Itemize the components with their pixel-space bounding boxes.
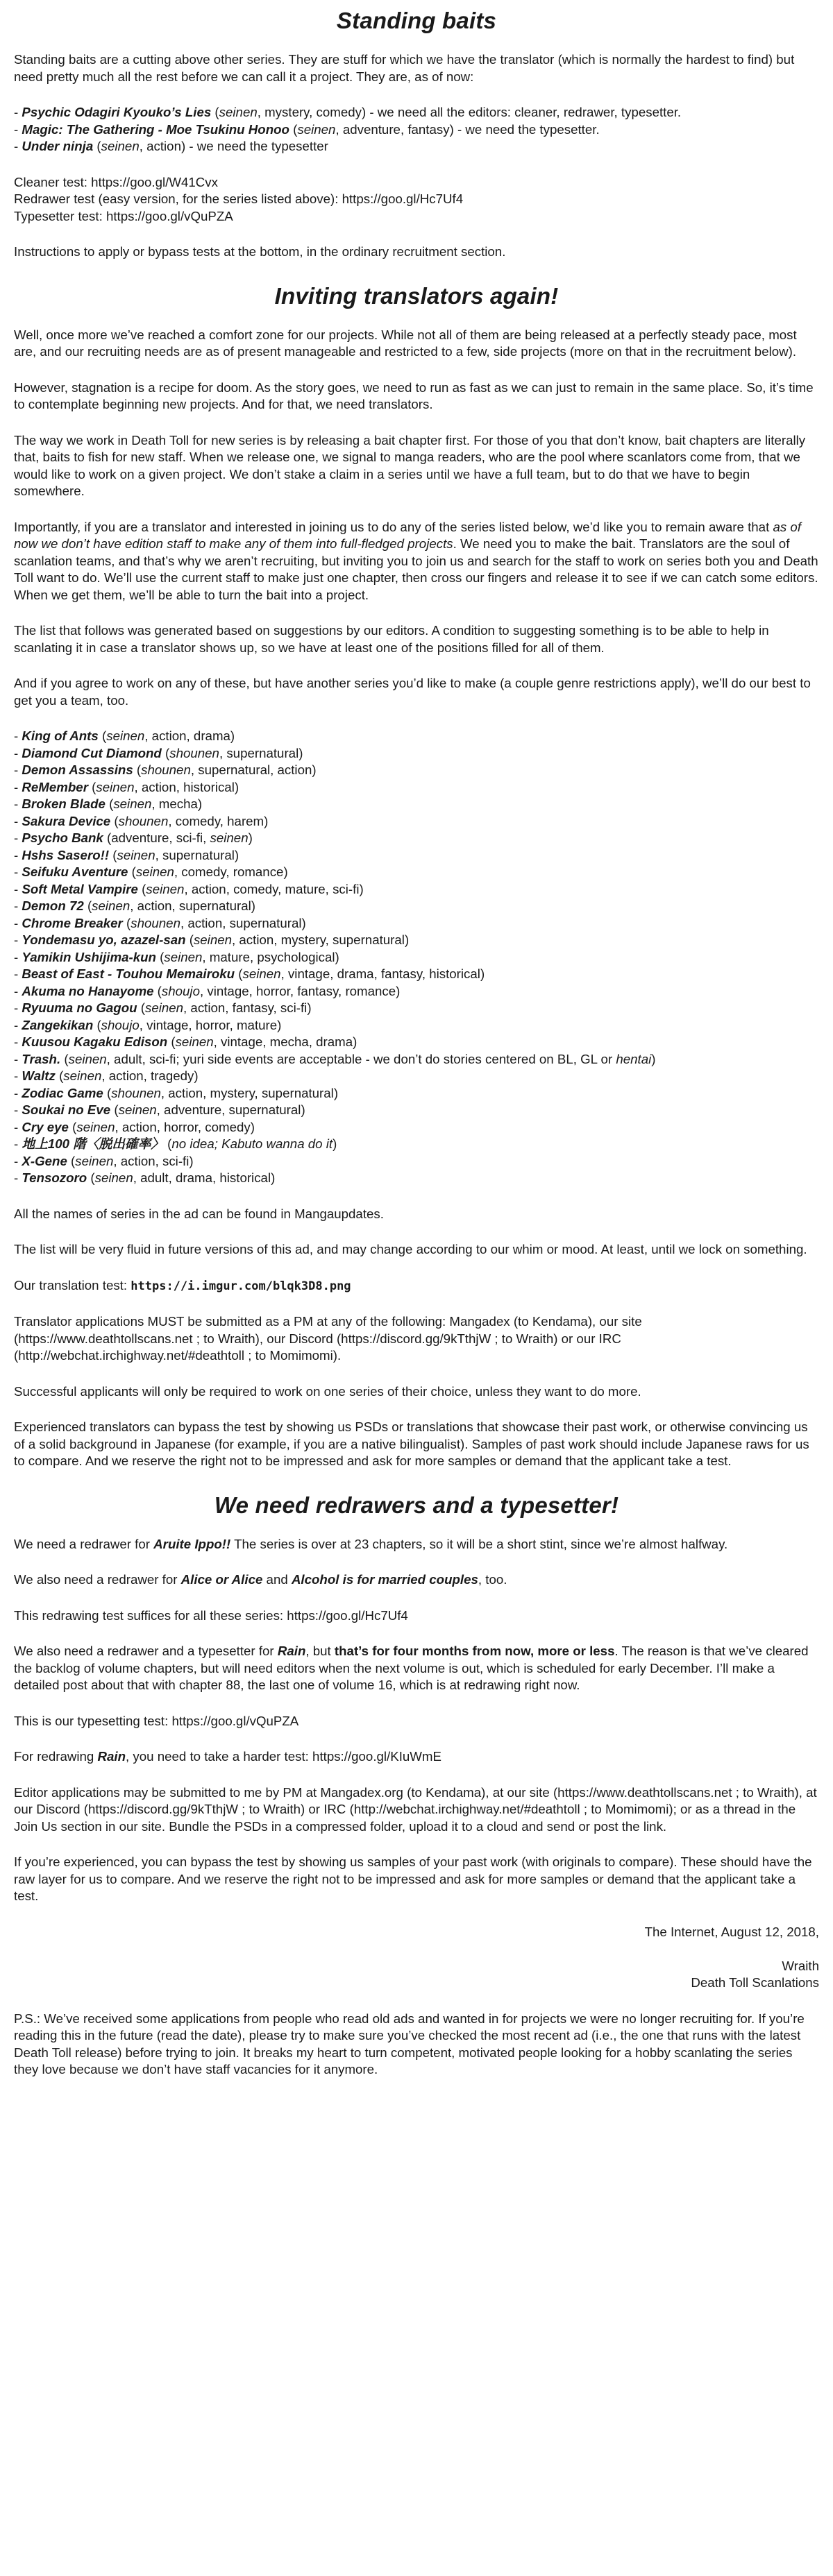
list-bullet: - bbox=[14, 1000, 22, 1015]
signature-date: The Internet, August 12, 2018, bbox=[644, 1924, 819, 1939]
series-list-item bbox=[14, 915, 819, 932]
list-bullet: - bbox=[14, 745, 22, 760]
genre-italic: shoujo bbox=[161, 983, 200, 998]
series-list-item bbox=[14, 1034, 819, 1051]
genre-text: , vintage, drama, fantasy, historical) bbox=[280, 966, 485, 981]
series-list-item bbox=[14, 830, 819, 847]
genre-text: , action, mystery, supernatural) bbox=[160, 1085, 339, 1100]
genre-text: ) bbox=[333, 1136, 337, 1151]
text-run: For redrawing bbox=[14, 1749, 98, 1764]
text-run: We need a redrawer for bbox=[14, 1536, 154, 1551]
series-title: Psychic Odagiri Kyouko’s Lies bbox=[22, 105, 212, 119]
genre-italic: hentai bbox=[616, 1051, 652, 1066]
genre-text: , action, supernatural) bbox=[130, 898, 255, 913]
translation-test-label: Our translation test: bbox=[14, 1277, 131, 1293]
text-run: and bbox=[262, 1572, 292, 1587]
text-run: We also need a redrawer for bbox=[14, 1572, 181, 1587]
text-run: ( bbox=[110, 813, 119, 828]
instructions-note: Instructions to apply or bypass tests at the bottom, in the ordinary recruitment section. bbox=[14, 244, 506, 259]
standing-baits-list bbox=[14, 104, 819, 155]
editors-paragraph-6 bbox=[14, 1748, 819, 1766]
test-link-line: Redrawer test (easy version, for the series listed above): https://goo.gl/Hc7Uf4 bbox=[14, 191, 464, 206]
series-list-item bbox=[14, 949, 819, 966]
genre-text: , comedy, harem) bbox=[168, 813, 269, 828]
series-title: Ryuuma no Gagou bbox=[22, 1000, 137, 1015]
series-list-item bbox=[14, 864, 819, 881]
series-list-item bbox=[14, 1051, 819, 1068]
series-list-item bbox=[14, 1170, 819, 1187]
genre-text: , supernatural) bbox=[219, 745, 303, 760]
translators-paragraph-2: However, stagnation is a recipe for doom. As the story goes, we need to run as fast as we can just to remain in the same place. So, it’s time to contemplate beginning new projects. And for that, we need translators. bbox=[14, 379, 814, 411]
genre-text: , action, tragedy) bbox=[101, 1068, 199, 1083]
list-item bbox=[14, 104, 819, 121]
text-run: , you need to take a harder test: https://goo.gl/KIuWmE bbox=[125, 1749, 441, 1764]
series-title: ReMember bbox=[22, 779, 88, 794]
genre-italic: seinen bbox=[113, 796, 152, 811]
section-title-inviting-translators: Inviting translators again! bbox=[274, 282, 559, 309]
series-title: Zangekikan bbox=[22, 1017, 94, 1032]
series-title: Trash. bbox=[22, 1051, 61, 1066]
text-run: ( bbox=[163, 1136, 172, 1151]
genre-text: , vintage, mecha, drama) bbox=[213, 1034, 357, 1049]
text-run: ( bbox=[235, 966, 243, 981]
genre-text: , action, fantasy, sci-fi) bbox=[183, 1000, 312, 1015]
list-bullet: - bbox=[14, 864, 22, 879]
list-bullet: - bbox=[14, 830, 22, 845]
genre-italic: seinen bbox=[118, 1102, 157, 1117]
text-run: Importantly, if you are a translator and interested in joining us to do any of the series listed below, we’d like you to remain aware that bbox=[14, 519, 773, 534]
genre-text: , comedy, romance) bbox=[174, 864, 288, 879]
text-run: ( bbox=[93, 1017, 101, 1032]
series-list-item bbox=[14, 1119, 819, 1136]
list-bullet: - bbox=[14, 966, 22, 981]
text-run: ( bbox=[98, 728, 107, 743]
text-run: ( bbox=[167, 1034, 176, 1049]
genre-italic: seinen bbox=[146, 881, 185, 896]
series-list-item bbox=[14, 1153, 819, 1170]
genre-text: , vintage, horror, fantasy, romance) bbox=[199, 983, 401, 998]
series-list bbox=[14, 728, 819, 1187]
list-bullet: - bbox=[14, 121, 22, 137]
text-run: ( bbox=[87, 1170, 95, 1185]
series-title: Hshs Sasero!! bbox=[22, 847, 110, 862]
standing-baits-intro: Standing baits are a cutting above other series. They are stuff for which we have the translator (which is normally the hardest to find) but need pretty much all the rest before we can call it a project. They are, as of now: bbox=[14, 52, 795, 84]
series-title: Waltz bbox=[22, 1068, 56, 1083]
series-title: Diamond Cut Diamond bbox=[22, 745, 162, 760]
series-list-item bbox=[14, 813, 819, 830]
text-run: ( bbox=[110, 1102, 119, 1117]
genre-text: , vintage, horror, mature) bbox=[139, 1017, 282, 1032]
genre-italic: shounen bbox=[131, 915, 180, 930]
list-bullet: - bbox=[14, 1170, 22, 1185]
list-bullet: - bbox=[14, 1136, 22, 1151]
text-run: . The reason is that we’ve cleared the backlog of volume chapters, but will need editors when the next volume is out, which is scheduled for early December. I’ll make a detailed post about that with chapter 88, the last one of volume 16, which is at redrawing right now. bbox=[14, 1644, 809, 1692]
text-run: ( bbox=[68, 1119, 77, 1134]
series-title: Yamikin Ushijima-kun bbox=[22, 949, 156, 964]
series-list-item bbox=[14, 762, 819, 779]
genre-italic: seinen bbox=[175, 1034, 214, 1049]
text-run: ( bbox=[109, 847, 117, 862]
list-bullet: - bbox=[14, 932, 22, 947]
editors-paragraph-2 bbox=[14, 1571, 819, 1589]
list-item bbox=[14, 138, 819, 155]
series-title: Soft Metal Vampire bbox=[22, 881, 138, 896]
genre-italic: seinen bbox=[210, 830, 249, 845]
genre-italic: seinen bbox=[92, 898, 131, 913]
list-bullet: - bbox=[14, 1085, 22, 1100]
genre-text: , action) bbox=[139, 139, 186, 153]
list-bullet: - bbox=[14, 1153, 22, 1168]
text-run: ( bbox=[122, 915, 131, 930]
genre-italic: seinen bbox=[94, 1170, 133, 1185]
series-title: Rain bbox=[277, 1644, 306, 1658]
text-run: ( bbox=[93, 139, 101, 153]
section-title-standing-baits: Standing baits bbox=[336, 8, 497, 33]
text-run: The series is over at 23 chapters, so it will be a short stint, since we’re almost halfway. bbox=[230, 1536, 728, 1551]
genre-text: ) bbox=[651, 1051, 656, 1066]
series-title: King of Ants bbox=[22, 728, 99, 743]
series-title: X-Gene bbox=[22, 1153, 67, 1168]
genre-italic: seinen bbox=[63, 1068, 102, 1083]
text-run: ( bbox=[153, 983, 162, 998]
genre-text: , supernatural, action) bbox=[190, 762, 317, 777]
genre-italic: seinen bbox=[76, 1119, 115, 1134]
signature bbox=[14, 1924, 819, 1992]
genre-italic: seinen bbox=[75, 1153, 114, 1168]
editors-paragraph-3: This redrawing test suffices for all these series: https://goo.gl/Hc7Uf4 bbox=[14, 1607, 408, 1623]
series-list-item bbox=[14, 1102, 819, 1119]
list-bullet: - bbox=[14, 881, 22, 896]
text-run: ( bbox=[103, 830, 112, 845]
text-run: ( bbox=[185, 932, 194, 947]
genre-italic: shounen bbox=[169, 745, 219, 760]
editors-paragraph-4 bbox=[14, 1643, 819, 1694]
genre-italic: shounen bbox=[118, 813, 169, 828]
series-list-item bbox=[14, 983, 819, 1000]
genre-text: , adventure, fantasy) bbox=[335, 121, 454, 137]
series-list-item bbox=[14, 1068, 819, 1085]
genre-italic: seinen bbox=[106, 728, 145, 743]
genre-text: , action, horror, comedy) bbox=[115, 1119, 255, 1134]
list-bullet: - bbox=[14, 915, 22, 930]
series-title: Rain bbox=[97, 1749, 126, 1764]
genre-italic: shounen bbox=[141, 762, 191, 777]
genre-text: , mecha) bbox=[151, 796, 203, 811]
genre-text: , adult, drama, historical) bbox=[133, 1170, 276, 1185]
genre-italic: seinen bbox=[297, 121, 336, 137]
series-title: Aruite Ippo!! bbox=[153, 1536, 231, 1551]
editors-paragraph-7: Editor applications may be submitted to me by PM at Mangadex.org (to Kendama), at our site (https://www.deathtollscans.net ; to Wraith), at our Discord (https://discord.gg/9kTthjW ; to Wraith) or IRC (http://webchat.irchighway.net/#deathtoll ; to Momimomi); or as a thread in the Join Us section in our site. Bundle the PSDs in a compressed folder, upload it to a cloud and send or post the link. bbox=[14, 1784, 817, 1834]
standing-baits-tests bbox=[14, 174, 819, 225]
list-bullet: - bbox=[14, 1102, 22, 1117]
translators-paragraph-10: Successful applicants will only be required to work on one series of their choice, unless they want to do more. bbox=[14, 1383, 641, 1399]
series-list-item bbox=[14, 1017, 819, 1034]
series-title: Zodiac Game bbox=[22, 1085, 103, 1100]
genre-italic: seinen bbox=[193, 932, 233, 947]
genre-italic: shoujo bbox=[101, 1017, 140, 1032]
test-link-line: Typesetter test: https://goo.gl/vQuPZA bbox=[14, 208, 233, 223]
genre-text: , action, supernatural) bbox=[180, 915, 306, 930]
list-bullet: - bbox=[14, 1068, 22, 1083]
text-run-italic: as of now we don’t have edition staff to make any of them into full-fledged projects bbox=[14, 519, 801, 551]
series-title: Beast of East - Touhou Memairoku bbox=[22, 966, 235, 981]
genre-text: , supernatural) bbox=[155, 847, 239, 862]
text-run: ( bbox=[83, 898, 92, 913]
translators-paragraph-6: And if you agree to work on any of these, but have another series you’d like to make (a couple genre restrictions apply), we’ll do our best to get you a team, too. bbox=[14, 676, 811, 708]
text-run: . We need you to make the bait. Translators are the soul of scanlation teams, and that’s why we aren’t recruiting, but inviting you to join us and search for the staff to work on series both you and Death Toll want to do. We’ll use the current staff to make just one chapter, then cross our fingers and release it to see if we can catch some editors. When we get them, we’ll be able to turn the bait into a project. bbox=[14, 536, 818, 602]
genre-text: , adventure, supernatural) bbox=[156, 1102, 305, 1117]
series-title: 地上100 階〈脱出確率〉 bbox=[22, 1136, 164, 1151]
series-title: Chrome Breaker bbox=[22, 915, 123, 930]
translators-paragraph-11: Experienced translators can bypass the test by showing us PSDs or translations that showcase their past work, or otherwise convincing us of a solid background in Japanese (for example, if you are a native bilingualist). Samples of past work should include Japanese raws for us to compare. And we reserve the right not to be impressed and ask for more samples or demand that the applicant take a test. bbox=[14, 1419, 809, 1468]
list-item bbox=[14, 121, 819, 139]
editors-paragraph-1 bbox=[14, 1536, 819, 1553]
genre-text: , action, historical) bbox=[134, 779, 239, 794]
text-run: ( bbox=[155, 949, 165, 964]
genre-text: , mature, psychological) bbox=[202, 949, 339, 964]
list-bullet: - bbox=[14, 139, 22, 153]
list-bullet: - bbox=[14, 728, 22, 743]
text-run: ( bbox=[289, 121, 298, 137]
text-run: - we need all the editors: cleaner, redrawer, typesetter. bbox=[366, 105, 682, 119]
text-run: - we need the typesetter bbox=[185, 139, 328, 153]
translators-paragraph-3: The way we work in Death Toll for new series is by releasing a bait chapter first. For those of you that don’t know, bait chapters are literally that, baits to fish for new staff. When we release one, we signal to manga readers, who are the pool where scanlators come from, that we would like to work on a given project. We don’t stake a claim in a series until we have a full team, but to do that we have to begin somewhere. bbox=[14, 432, 806, 498]
genre-italic: shounen bbox=[111, 1085, 161, 1100]
list-bullet: - bbox=[14, 1051, 22, 1066]
text-run: ( bbox=[137, 1000, 145, 1015]
genre-text: , action, comedy, mature, sci-fi) bbox=[184, 881, 364, 896]
text-run: ( bbox=[55, 1068, 64, 1083]
text-run: ( bbox=[103, 1085, 112, 1100]
translators-paragraph-4 bbox=[14, 519, 819, 604]
series-title: Cry eye bbox=[22, 1119, 69, 1134]
genre-italic: seinen bbox=[135, 864, 174, 879]
signature-group: Death Toll Scanlations bbox=[691, 1975, 819, 1990]
text-run: ( bbox=[60, 1051, 69, 1066]
series-title: Seifuku Aventure bbox=[22, 864, 128, 879]
text-run: - we need the typesetter. bbox=[453, 121, 600, 137]
series-list-item bbox=[14, 1000, 819, 1017]
series-title: Alcohol is for married couples bbox=[291, 1572, 478, 1587]
genre-text: , mystery, comedy) bbox=[257, 105, 367, 119]
translators-paragraph-5: The list that follows was generated based on suggestions by our editors. A condition to suggesting something is to be able to help in scanlating it in case a translator shows up, so we have at least one of the positions filled for all of them. bbox=[14, 623, 769, 655]
list-bullet: - bbox=[14, 762, 22, 777]
list-bullet: - bbox=[14, 105, 22, 119]
text-run: ( bbox=[87, 779, 96, 794]
translation-test bbox=[14, 1277, 819, 1295]
genre-italic: seinen bbox=[117, 847, 155, 862]
genre-text: , action, mystery, supernatural) bbox=[232, 932, 410, 947]
series-title: Yondemasu yo, azazel-san bbox=[22, 932, 186, 947]
genre-italic: seinen bbox=[242, 966, 281, 981]
translators-paragraph-8: The list will be very fluid in future versions of this ad, and may change according to our whim or mood. At least, until we lock on something. bbox=[14, 1242, 807, 1256]
series-title: Demon Assassins bbox=[22, 762, 133, 777]
series-list-item bbox=[14, 1085, 819, 1102]
text-run: ( bbox=[105, 796, 114, 811]
series-list-item bbox=[14, 966, 819, 983]
text-run: ( bbox=[128, 864, 136, 879]
list-bullet: - bbox=[14, 796, 22, 811]
series-title: Magic: The Gathering - Moe Tsukinu Honoo bbox=[22, 121, 289, 137]
series-list-item bbox=[14, 779, 819, 796]
genre-text: , action, drama) bbox=[144, 728, 235, 743]
text-run: ( bbox=[133, 762, 142, 777]
series-list-item bbox=[14, 745, 819, 762]
series-list-item bbox=[14, 796, 819, 813]
genre-italic: seinen bbox=[219, 105, 258, 119]
series-title: Akuma no Hanayome bbox=[22, 983, 154, 998]
series-list-item bbox=[14, 728, 819, 745]
list-bullet: - bbox=[14, 1034, 22, 1049]
series-title: Sakura Device bbox=[22, 813, 111, 828]
series-list-item bbox=[14, 847, 819, 864]
series-title: Demon 72 bbox=[22, 898, 84, 913]
list-bullet: - bbox=[14, 898, 22, 913]
series-title: Tensozoro bbox=[22, 1170, 87, 1185]
list-bullet: - bbox=[14, 1119, 22, 1134]
text-run: ( bbox=[211, 105, 219, 119]
translation-test-link[interactable]: https://i.imgur.com/blqk3D8.png bbox=[131, 1279, 351, 1293]
text-run: ( bbox=[67, 1153, 76, 1168]
genre-italic: seinen bbox=[101, 139, 140, 153]
genre-italic: no idea; Kabuto wanna do it bbox=[171, 1136, 333, 1151]
text-run: ( bbox=[137, 881, 146, 896]
series-title: Alice or Alice bbox=[180, 1572, 263, 1587]
text-run: We also need a redrawer and a typesetter for bbox=[14, 1644, 278, 1658]
series-title: Soukai no Eve bbox=[22, 1102, 111, 1117]
list-bullet: - bbox=[14, 983, 22, 998]
series-list-item bbox=[14, 1136, 819, 1153]
series-title: Broken Blade bbox=[22, 796, 106, 811]
genre-italic: seinen bbox=[96, 779, 135, 794]
test-link-line: Cleaner test: https://goo.gl/W41Cvx bbox=[14, 174, 218, 189]
editors-paragraph-5: This is our typesetting test: https://goo.gl/vQuPZA bbox=[14, 1713, 299, 1728]
genre-italic: seinen bbox=[68, 1051, 107, 1066]
series-list-item bbox=[14, 932, 819, 949]
genre-italic: seinen bbox=[144, 1000, 184, 1015]
signature-name: Wraith bbox=[782, 1958, 819, 1973]
series-title: Kuusou Kagaku Edison bbox=[22, 1034, 168, 1049]
genre-italic: seinen bbox=[164, 949, 203, 964]
translators-paragraph-9: Translator applications MUST be submitted as a PM at any of the following: Mangadex (to Kendama), our site (https://www.deathtollscans.net ; to Wraith), our Discord (https://discord.gg/9kTthjW ; to Wraith) or our IRC (http://webchat.irchighway.net/#deathtoll ; to Momimomi). bbox=[14, 1314, 642, 1363]
section-title-redrawers-typesetter: We need redrawers and a typesetter! bbox=[214, 1492, 619, 1518]
genre-text: adventure, sci-fi, bbox=[111, 830, 210, 845]
signature-spacer bbox=[14, 1940, 819, 1958]
list-bullet: - bbox=[14, 949, 22, 964]
genre-text: , action, sci-fi) bbox=[113, 1153, 194, 1168]
text-run-bold: that’s for four months from now, more or less bbox=[334, 1644, 615, 1658]
text-run: , too. bbox=[478, 1572, 507, 1587]
genre-text: , adult, sci-fi; yuri side events are acceptable - we don’t do stories centered on BL, GL or bbox=[106, 1051, 616, 1066]
translators-paragraph-1: Well, once more we’ve reached a comfort zone for our projects. While not all of them are being released at a perfectly steady pace, most are, and our recruiting needs are as of present manageable and restricted to a few, side projects (more on that in the recruitment below). bbox=[14, 327, 797, 359]
list-bullet: - bbox=[14, 847, 22, 862]
series-list-item bbox=[14, 881, 819, 898]
list-bullet: - bbox=[14, 1017, 22, 1032]
list-bullet: - bbox=[14, 813, 22, 828]
postscript: P.S.: We’ve received some applications from people who read old ads and wanted in for projects we were no longer recruiting for. If you’re reading this in the future (read the date), please try to make sure you’ve checked the most recent ad (i.e., the one that runs with the latest Death Toll release) before trying to join. It breaks my heart to turn competent, motivated people looking for a hobby scanlating the series they love because we don’t have staff vacancies for it anymore. bbox=[14, 2011, 805, 2076]
list-bullet: - bbox=[14, 779, 22, 794]
genre-text: ) bbox=[248, 830, 253, 845]
translators-paragraph-7: All the names of series in the ad can be found in Mangaupdates. bbox=[14, 1206, 384, 1221]
editors-paragraph-8: If you’re experienced, you can bypass the test by showing us samples of your past work (with originals to compare). These should have the raw layer for us to compare. And we reserve the right not to be impressed and ask for more samples or demand that the applicant take a test. bbox=[14, 1854, 812, 1903]
series-list-item bbox=[14, 898, 819, 915]
text-run: , but bbox=[305, 1644, 335, 1658]
series-title: Psycho Bank bbox=[22, 830, 103, 845]
series-title: Under ninja bbox=[22, 139, 94, 153]
text-run: ( bbox=[161, 745, 170, 760]
